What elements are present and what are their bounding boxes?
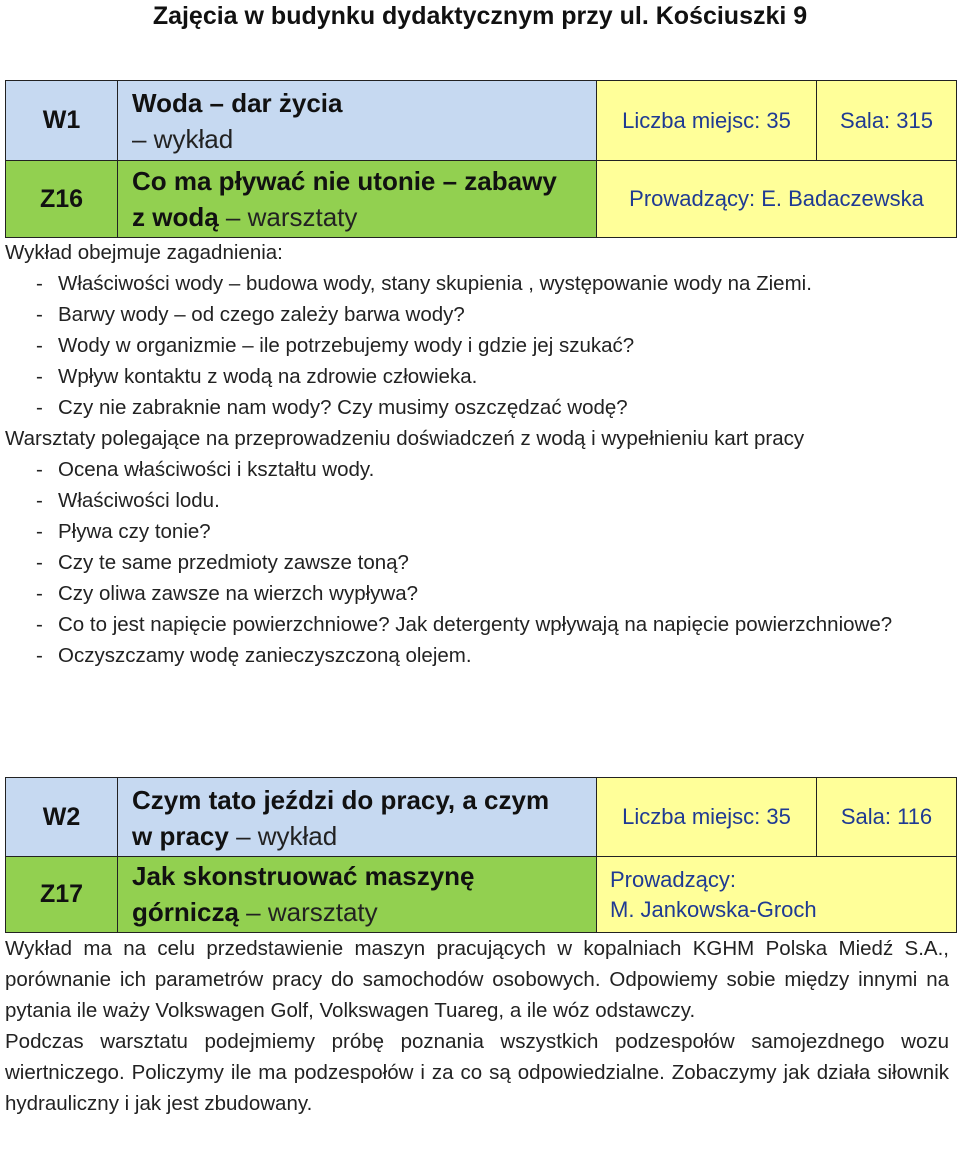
lecture-title-w1: Woda – dar życia – wykład	[117, 80, 597, 161]
seats-w2: Liczba miejsc: 35	[596, 777, 817, 857]
course-code-w1: W1	[5, 80, 118, 161]
description-w1	[5, 237, 949, 671]
list-item: - Czy te same przedmioty zawsze toną?	[5, 547, 949, 578]
teacher-w1: Prowadzący: E. Badaczewska	[596, 160, 957, 238]
room-w2: Sala: 116	[816, 777, 957, 857]
description-w2	[5, 933, 949, 1119]
room-w1: Sala: 315	[816, 80, 957, 161]
course-code-z16: Z16	[5, 160, 118, 238]
list-item: - Wody w organizmie – ile potrzebujemy wody i gdzie jej szukać?	[5, 330, 949, 361]
workshop-title-z16: Co ma pływać nie utonie – zabawy z wodą – warsztaty	[117, 160, 597, 238]
course-code-z17: Z17	[5, 856, 118, 933]
list-item: - Czy nie zabraknie nam wody? Czy musimy oszczędzać wodę?	[5, 392, 949, 423]
lecture-title-w2: Czym tato jeździ do pracy, a czym w pracy – wykład	[117, 777, 597, 857]
list-item: - Wpływ kontaktu z wodą na zdrowie człowieka.	[5, 361, 949, 392]
lecture-description-w2: Wykład ma na celu przedstawienie maszyn pracujących w kopalniach KGHM Polska Miedź S.A., porównanie ich parametrów pracy do samochodów osobowych. Odpowiemy sobie między innymi na pytania ile waży Volkswagen Golf, Volkswagen Tuareg, a ile wóz odstawczy.	[5, 937, 949, 1022]
workshop-description-w2: Podczas warsztatu podejmiemy próbę poznania wszystkich podzespołów samojezdnego wozu wiertniczego. Policzymy ile ma podzespołów i za co są odpowiedzialne. Zobaczymy jak działa siłownik hydrauliczny i jak jest zbudowany.	[5, 1030, 949, 1115]
lecture-intro-w1: Wykład obejmuje zagadnienia:	[5, 241, 283, 264]
list-item: - Właściwości lodu.	[5, 485, 949, 516]
list-item: - Pływa czy tonie?	[5, 516, 949, 547]
list-item: - Co to jest napięcie powierzchniowe? Jak detergenty wpływają na napięcie powierzchniowe?	[5, 609, 949, 640]
teacher-w2: Prowadzący: M. Jankowska-Groch	[596, 856, 957, 933]
page-title: Zajęcia w budynku dydaktycznym przy ul. Kościuszki 9	[152, 2, 808, 30]
workshop-intro-w1: Warsztaty polegające na przeprowadzeniu doświadczeń z wodą i wypełnieniu kart pracy	[5, 427, 805, 450]
list-item: - Oczyszczamy wodę zanieczyszczoną olejem.	[5, 640, 949, 671]
list-item: - Właściwości wody – budowa wody, stany skupienia , występowanie wody na Ziemi.	[5, 268, 949, 299]
list-item: - Ocena właściwości i kształtu wody.	[5, 454, 949, 485]
list-item: - Barwy wody – od czego zależy barwa wody?	[5, 299, 949, 330]
workshop-title-z17: Jak skonstruować maszynę górniczą – warsztaty	[117, 856, 597, 933]
course-code-w2: W2	[5, 777, 118, 857]
seats-w1: Liczba miejsc: 35	[596, 80, 817, 161]
workshop-topics-list	[5, 454, 949, 671]
list-item: - Czy oliwa zawsze na wierzch wypływa?	[5, 578, 949, 609]
lecture-topics-list	[5, 268, 949, 423]
